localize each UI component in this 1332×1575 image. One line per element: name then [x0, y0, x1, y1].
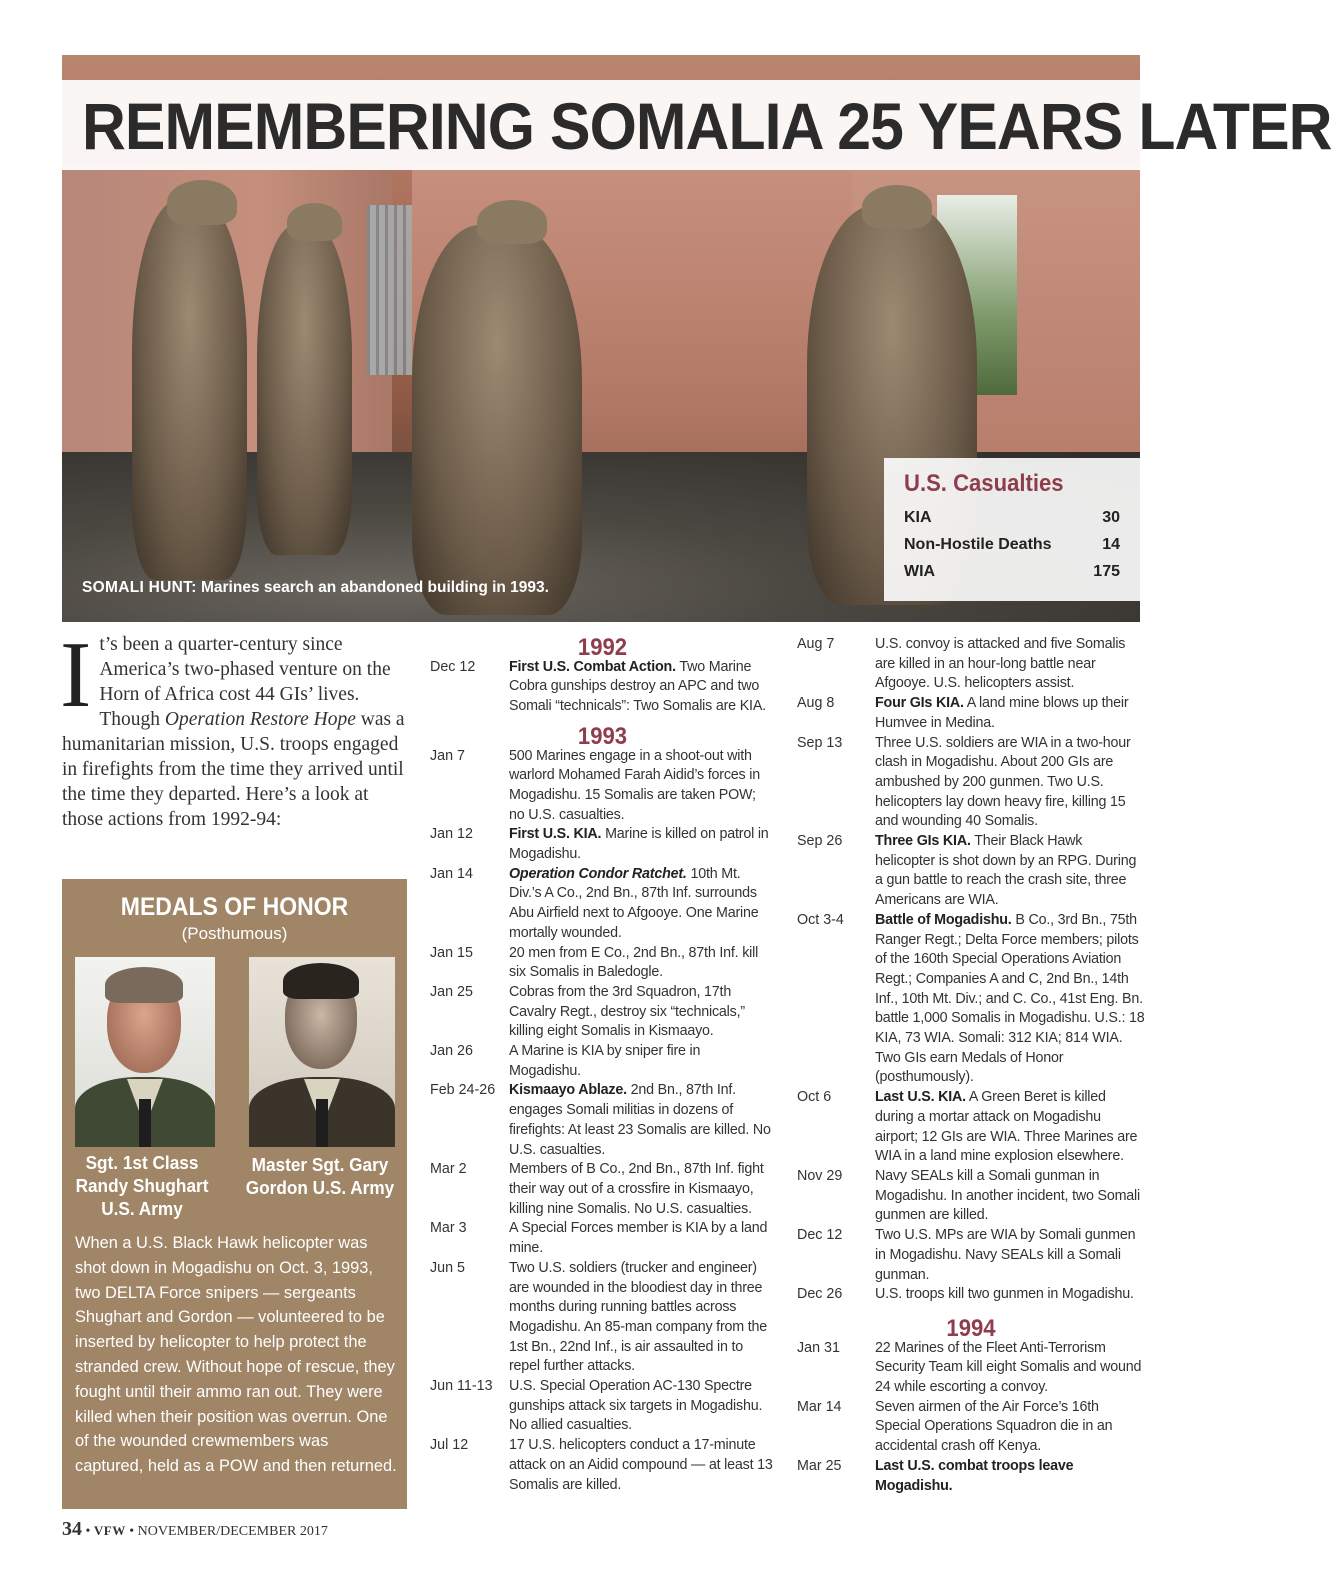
timeline-text [875, 1226, 1145, 1285]
timeline-text [875, 832, 1145, 911]
timeline-column-1 [430, 634, 775, 1495]
timeline-date: Aug 7 [797, 636, 835, 652]
timeline-date: Dec 12 [430, 658, 476, 675]
year-heading: 1994 [946, 1314, 996, 1342]
timeline-description: B Co., 3rd Bn., 75th Ranger Regt.; Delta Force members; pilots of the 160th Special Operations Aviation Regt.; Companies A and C, 2nd Bn., 14th Inf., 10th Mt. Div.; and C. Co., 41st Eng. Bn. battle 1,000 Somalis in Mogadishu. U.S.: 18 KIA, 73 WIA. Somali: 312 KIA; 814 WIA. Two GIs earn Medals of Honor (posthumously). [875, 911, 1145, 1086]
timeline-description: Two U.S. soldiers (trucker and engineer) are wounded in the bloodiest day in three months during running battles across Mogadishu. An 85-man company from the 1st Bn., 22nd Inf., is air assaulted in to repel further attacks. [509, 1259, 768, 1375]
photo-helmet-4 [862, 185, 932, 229]
timeline-text [509, 1160, 775, 1219]
timeline-text [509, 1377, 775, 1436]
timeline-entry [430, 1081, 775, 1160]
timeline-headline: First U.S. Combat Action. [509, 658, 676, 675]
timeline-entry [430, 1377, 775, 1436]
timeline-description: A land mine blows up their Humvee in Medina. [875, 695, 1129, 731]
timeline-text [509, 983, 775, 1042]
timeline-entry [430, 658, 775, 717]
timeline-description: 17 U.S. helicopters conduct a 17-minute attack on an Aidid compound — at least 13 Somalis are killed. [509, 1437, 773, 1493]
timeline-date: Jan 26 [430, 1043, 473, 1060]
timeline-date: Jul 12 [430, 1437, 469, 1454]
timeline-entry [430, 865, 775, 944]
intro-paragraph [60, 623, 408, 832]
timeline-entry [430, 1042, 775, 1081]
page-footer: 34 • VFW • NOVEMBER/DECEMBER 2017 [62, 1518, 328, 1540]
casualty-value: 14 [1102, 535, 1120, 553]
intro-text-2: was a humanitarian mission, U.S. troops engaged in firefights from the time they arrived until the time they departed. Here’s a look at those actions from 1992-94: [62, 709, 405, 830]
timeline-text [509, 747, 775, 826]
photo-gate [367, 205, 417, 375]
year-heading: 1993 [577, 722, 628, 750]
timeline-text [509, 1042, 775, 1081]
timeline-text [509, 865, 775, 944]
timeline-date: Aug 8 [797, 695, 835, 712]
timeline-entry [797, 1226, 1145, 1285]
portrait-gordon [249, 957, 395, 1147]
timeline-date: Mar 2 [430, 1161, 467, 1178]
casualty-row [904, 558, 1120, 585]
timeline-entry [430, 1160, 775, 1219]
timeline-date: Feb 24-26 [430, 1082, 496, 1099]
timeline-headline: Four GIs KIA. [875, 695, 964, 712]
page-number: 34 [62, 1518, 82, 1540]
timeline-entry [797, 1088, 1145, 1167]
timeline-date: Sep 13 [797, 734, 843, 751]
portrait-shughart [75, 957, 215, 1147]
timeline-date: Jan 15 [430, 944, 473, 961]
timeline-date: Mar 3 [430, 1220, 467, 1237]
medals-body: When a U.S. Black Hawk helicopter was shot down in Mogadishu on Oct. 3, 1993, two DELTA Force snipers — sergeants Shughart and Gordon — volunteered to be inserted by helicopter to help protect the stranded crew. Without hope of rescue, they fought until their ammo ran out. They were killed when their position was overrun. One of the wounded crewmembers was captured, held as a POW and then returned. [75, 1234, 397, 1476]
medals-heading: MEDALS OF HONOR [120, 893, 349, 921]
casualty-value: 30 [1102, 508, 1120, 526]
timeline-text [875, 1167, 1145, 1226]
timeline-entry [797, 635, 1145, 694]
timeline-text [875, 694, 1145, 733]
timeline-date: Oct 6 [797, 1089, 832, 1106]
intro-text-1: t’s been a quarter-century since America’s two-phased venture on the Horn of Africa cost 44 GIs’ lives. Though [99, 634, 391, 730]
timeline-text [875, 911, 1145, 1088]
timeline-text [875, 1457, 1145, 1496]
photo-caption [82, 579, 549, 597]
photo-caption-text: Marines search an abandoned building in 1993. [196, 579, 549, 596]
timeline-entry [797, 1457, 1145, 1496]
timeline-text [875, 1398, 1145, 1457]
timeline-date: Mar 25 [797, 1457, 842, 1474]
timeline-description: 20 men from E Co., 2nd Bn., 87th Inf. kill six Somalis in Baledogle. [509, 944, 759, 981]
timeline-entry [797, 1339, 1145, 1398]
timeline-entry [797, 694, 1145, 733]
timeline-entry [797, 734, 1145, 833]
timeline-description: Members of B Co., 2nd Bn., 87th Inf. fight their way out of a crossfire in Kismaayo, killing nine Somalis. No U.S. casualties. [509, 1161, 764, 1217]
timeline-entry [430, 1219, 775, 1258]
timeline-entry [797, 832, 1145, 911]
timeline-description: Seven airmen of the Air Force’s 16th Special Operations Squadron die in an accidental crash off Kenya. [875, 1398, 1113, 1455]
photo-soldier-2 [257, 225, 352, 555]
medals-of-honor-box [62, 879, 407, 1509]
timeline-description: 10th Mt. Div.’s A Co., 2nd Bn., 87th Inf. surrounds Abu Airfield next to Afgooye. One Marine mortally wounded. [509, 865, 759, 941]
timeline-description: Cobras from the 3rd Squadron, 17th Cavalry Regt., destroy six “technicals,” killing eight Somalis in Kismaayo. [509, 983, 745, 1040]
timeline-entry [797, 1398, 1145, 1457]
casualties-box [884, 458, 1140, 601]
timeline-headline: Kismaayo Ablaze. [509, 1082, 627, 1099]
timeline-date: Jan 31 [797, 1339, 840, 1356]
timeline-text [509, 1081, 775, 1160]
timeline-date: Dec 26 [797, 1286, 843, 1303]
timeline-text [509, 825, 775, 864]
timeline-text [509, 658, 775, 717]
timeline-date: Oct 3-4 [797, 911, 844, 928]
intro-italic: Operation Restore Hope [164, 709, 356, 730]
timeline-date: Dec 12 [797, 1227, 843, 1244]
casualty-row [904, 504, 1120, 531]
photo-caption-label: SOMALI HUNT: [82, 579, 197, 596]
timeline-entry [430, 1259, 775, 1377]
timeline-text [509, 1436, 775, 1495]
timeline-text [875, 635, 1145, 694]
timeline-entry [430, 825, 775, 864]
year-heading: 1992 [577, 634, 628, 661]
medals-subheading: (Posthumous) [181, 924, 288, 943]
timeline-description: U.S. Special Operation AC-130 Spectre gunships attack six targets in Mogadishu. No allied casualties. [509, 1378, 763, 1434]
photo-soldier-3 [412, 225, 582, 615]
timeline-headline: Battle of Mogadishu. [875, 911, 1012, 928]
timeline-date: Jan 25 [430, 983, 473, 1000]
photo-soldier-1 [132, 200, 247, 580]
article-title: REMEMBERING SOMALIA 25 YEARS LATER [82, 89, 1332, 163]
timeline-text [509, 1259, 775, 1377]
timeline-date: Jan 14 [430, 865, 473, 882]
casualty-label: WIA [904, 562, 936, 580]
recipient-name: Master Sgt. Gary Gordon U.S. Army [245, 1154, 395, 1198]
timeline-description: A Green Beret is killed during a mortar attack on Mogadishu airport; 12 GIs are WIA. Three Marines are WIA in a land mine explosion elsewhere. [875, 1089, 1138, 1165]
timeline-text [875, 1088, 1145, 1167]
timeline-description: 22 Marines of the Fleet Anti-Terrorism Security Team kill eight Somalis and wound 24 while escorting a convoy. [875, 1339, 1142, 1396]
timeline-description: Navy SEALs kill a Somali gunman in Mogadishu. In another incident, two Somali gunmen are killed. [875, 1167, 1140, 1224]
timeline-entry [430, 944, 775, 983]
timeline-description: A Marine is KIA by sniper fire in Mogadishu. [509, 1043, 701, 1079]
timeline-description: Their Black Hawk helicopter is shot down by an RPG. During a gun battle to reach the crash site, three Americans are WIA. [875, 833, 1137, 909]
timeline-description: 2nd Bn., 87th Inf. engages Somali militias in dozens of firefights: At least 23 Somalis are killed. No U.S. casualties. [509, 1082, 771, 1158]
timeline-date: Mar 14 [797, 1398, 842, 1415]
timeline-description: Three U.S. soldiers are WIA in a two-hour clash in Mogadishu. About 200 GIs are ambushed by 200 gunmen. Two U.S. helicopters lay down heavy fire, killing 15 and wounding 40 Somalis. [875, 734, 1131, 830]
casualties-heading: U.S. Casualties [904, 470, 1064, 497]
timeline-description: 500 Marines engage in a shoot-out with warlord Mohamed Farah Aidid’s forces in Mogadishu. 15 Somalis are taken POW; no U.S. casualties. [509, 747, 760, 823]
casualty-label: KIA [904, 508, 932, 526]
photo-helmet-2 [287, 203, 342, 241]
timeline-description: Two U.S. MPs are WIA by Somali gunmen in Mogadishu. Navy SEALs kill a Somali gunman. [875, 1227, 1136, 1283]
casualty-label: Non-Hostile Deaths [904, 535, 1052, 553]
timeline-text [509, 944, 775, 983]
timeline-date: Nov 29 [797, 1167, 843, 1184]
casualty-value: 175 [1093, 562, 1120, 580]
timeline-text [875, 1339, 1145, 1398]
timeline-entry [797, 911, 1145, 1088]
timeline-date: Sep 26 [797, 833, 843, 850]
timeline-headline: Last U.S. combat troops leave Mogadishu. [875, 1457, 1074, 1494]
casualty-row [904, 531, 1120, 558]
timeline-description: U.S. convoy is attacked and five Somalis are killed in an hour-long battle near Afgooye. U.S. helicopters assist. [875, 636, 1126, 692]
timeline-text [509, 1219, 775, 1258]
timeline-text [875, 1285, 1145, 1305]
timeline-text [875, 734, 1145, 833]
timeline-description: U.S. troops kill two gunmen in Mogadishu. [875, 1286, 1134, 1303]
timeline-date: Jan 12 [430, 826, 473, 843]
timeline-entry [797, 1167, 1145, 1226]
timeline-entry [797, 1285, 1145, 1305]
timeline-headline: Three GIs KIA. [875, 833, 971, 850]
timeline-entry [430, 1436, 775, 1495]
timeline-date: Jun 5 [430, 1259, 465, 1276]
recipient-name: Sgt. 1st Class Randy Shughart U.S. Army [75, 1152, 209, 1219]
photo-helmet-1 [167, 180, 237, 225]
timeline-date: Jan 7 [430, 747, 465, 764]
timeline-entry [430, 983, 775, 1042]
timeline-headline: Last U.S. KIA. [875, 1089, 966, 1106]
timeline-date: Jun 11-13 [430, 1378, 493, 1395]
timeline-headline: First U.S. KIA. [509, 826, 602, 843]
timeline-headline: Operation Condor Ratchet. [509, 865, 687, 882]
timeline-description: Two Marine Cobra gunships destroy an APC and two Somali “technicals”: Two Somalis are KIA. [509, 658, 766, 715]
magazine-name: VFW [93, 1523, 126, 1538]
drop-cap: I [60, 623, 92, 727]
photo-helmet-3 [477, 200, 547, 244]
timeline-description: A Special Forces member is KIA by a land mine. [509, 1220, 768, 1257]
timeline-column-2 [797, 635, 1145, 1496]
timeline-description: Marine is killed on patrol in Mogadishu. [509, 826, 769, 863]
timeline-entry [430, 747, 775, 826]
issue-date: NOVEMBER/DECEMBER 2017 [137, 1524, 328, 1539]
